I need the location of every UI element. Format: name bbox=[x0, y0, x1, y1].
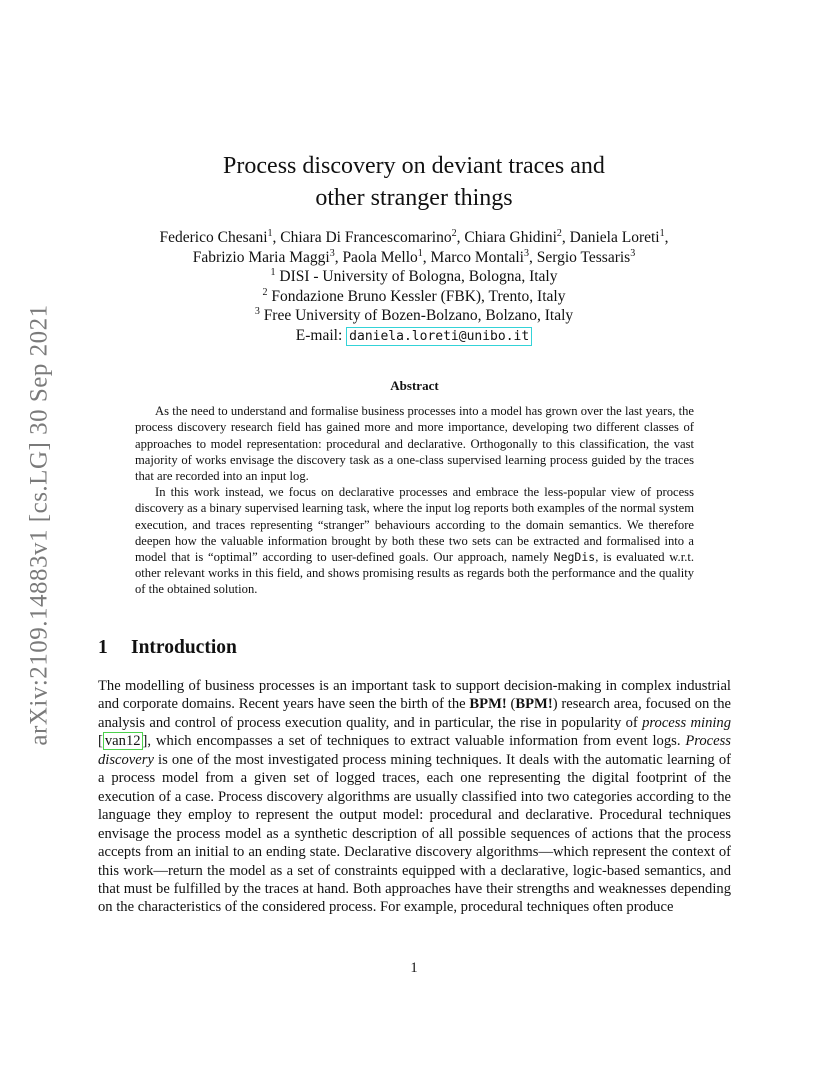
author-name: Marco Montali bbox=[430, 248, 524, 266]
intro-text: is one of the most investigated process mining techniques. It deals with the automatic learning of a process model from a given set of logged traces, each one representing the digital footprint of the execution of a case. Process discovery algorithms are usually classified into two categories according to the language they employ to represent the output model: procedural and declarative. Procedural techniques envisage the process model as a synthetic description of all possible sequences of actions that the process accepts from an initial to an ending state. Declarative discovery algorithms—which represent the context of this work—return the model as a set of constraints equipped with a declarative, logic-based semantics, and that must be fulfilled by the traces at hand. Both approaches have their strengths and weaknesses depending on the characteristics of the considered process. For example, procedural techniques often produce bbox=[98, 751, 731, 916]
citation-link[interactable]: van12 bbox=[104, 733, 141, 750]
intro-text: ( bbox=[506, 696, 516, 713]
affiliation-1 bbox=[0, 267, 828, 287]
section-heading bbox=[98, 637, 237, 659]
author-line-2: Fabrizio Maria Maggi$^3$, Paola Mello$^1$, Marco Montali$^3$, Sergio Tessaris$^3$ bbox=[192, 247, 636, 266]
author-name: Fabrizio Maria Maggi bbox=[192, 248, 330, 266]
author-name: Paola Mello bbox=[342, 248, 418, 266]
abstract-paragraph-1: As the need to understand and formalise business processes into a model has grown over the last years, the process discovery research field has gained more and more importance, developing two different classes of approaches to model representation: procedural and declarative. Orthogonally to this classification, the vast majority of works envisage the discovery task as a one-class supervised learning process guided by the traces that are recorded into an input log. bbox=[135, 404, 694, 484]
affiliation-mark: 3 bbox=[630, 247, 636, 259]
affiliation-mark: 1 bbox=[659, 227, 665, 239]
bold-term: BPM! bbox=[515, 696, 553, 713]
section-number: 1 bbox=[98, 637, 108, 658]
author-name: Federico Chesani bbox=[159, 229, 268, 246]
author-name: Chiara Di Francescomarino bbox=[280, 229, 452, 246]
intro-text: ) research area, focused on the analysis and control of process execution quality, and in particular, the rise in popularity of bbox=[98, 696, 731, 731]
affiliation-number: 1 bbox=[270, 266, 276, 278]
title-line-1: Process discovery on deviant traces and bbox=[223, 153, 605, 179]
intro-text: , which encompasses a set of techniques to extract valuable information from event logs. bbox=[147, 733, 686, 750]
affiliation-mark: 2 bbox=[556, 227, 562, 239]
affiliation-mark: 1 bbox=[267, 227, 273, 239]
affiliation-2 bbox=[0, 287, 828, 307]
affiliation-number: 2 bbox=[262, 286, 268, 298]
italic-term: process mining bbox=[642, 714, 732, 731]
affiliation-number: 3 bbox=[254, 305, 260, 317]
affiliation-mark: 2 bbox=[451, 227, 457, 239]
email-link[interactable]: daniela.loreti@unibo.it bbox=[346, 327, 532, 346]
paper-title bbox=[0, 150, 828, 214]
affiliation-mark: 3 bbox=[523, 247, 529, 259]
affiliation-text: Free University of Bozen-Bolzano, Bolzano, Italy bbox=[263, 307, 574, 324]
bold-term: BPM! bbox=[469, 696, 507, 713]
author-name: Sergio Tessaris bbox=[536, 248, 631, 266]
abstract-text: In this work instead, we focus on declarative processes and embrace the less-popular view of process discovery as a binary supervised learning task, where the input log reports both examples of the normal system execution, and traces representing “stranger” behaviours according to the domain semantics. We therefore deepen how the valuable information brought by both these two sets can be extracted and formalised into a model that is “optimal” according to user-defined goals. Our approach, namely bbox=[135, 485, 694, 565]
abstract-text: , is evaluated w.r.t. other relevant works in this field, and shows promising results as regards both the performance and the quality of the obtained solution. bbox=[135, 550, 694, 597]
email-line bbox=[0, 326, 828, 346]
email-label: E-mail: bbox=[295, 326, 343, 344]
author-block bbox=[0, 228, 828, 346]
intro-text: The modelling of business processes is an important task to support decision-making in complex industrial and corporate domains. Recent years have seen the birth of the bbox=[98, 678, 731, 713]
introduction-paragraph: The modelling of business processes is an important task to support decision-making in complex industrial and corporate domains. Recent years have seen the birth of the BPM! (BPM!) research area, focused on the analysis and control of process execution quality, and in particular, the rise in popularity of process mining [ van12 ], which encompasses a set of techniques to extract valuable information from event logs. Process discovery is one of the most investigated process mining techniques. It deals with the automatic learning of a process model from a given set of logged traces, each one representing the digital footprint of the execution of a case. Process discovery algorithms are usually classified into two categories according to the language they employ to represent the output model: procedural and declarative. Procedural techniques envisage the process model as a synthetic description of all possible sequences of actions that the process accepts from an initial to an ending state. Declarative discovery algorithms—which represent the context of this work—return the model as a set of constraints equipped with a declarative, logic-based semantics, and that must be fulfilled by the traces at hand. Both approaches have their strengths and weaknesses depending on the characteristics of the considered process. For example, procedural techniques often produce bbox=[98, 678, 732, 916]
title-line-2: other stranger things bbox=[315, 185, 513, 211]
affiliation-text: Fondazione Bruno Kessler (FBK), Trento, Italy bbox=[271, 287, 566, 305]
section-title-text: Introduction bbox=[131, 637, 237, 658]
author-name: Chiara Ghidini bbox=[464, 229, 557, 246]
italic-term: Process discovery bbox=[98, 733, 731, 768]
arxiv-identifier-text: arXiv:2109.14883v1 [cs.LG] 30 Sep 2021 bbox=[26, 304, 54, 746]
affiliation-mark: 1 bbox=[417, 247, 423, 259]
affiliation-text: DISI - University of Bologna, Bologna, Italy bbox=[279, 268, 558, 285]
arxiv-identifier bbox=[22, 290, 58, 760]
affiliation-3 bbox=[0, 306, 828, 326]
page-number: 1 bbox=[410, 960, 418, 976]
author-name: Daniela Loreti bbox=[569, 229, 660, 246]
abstract bbox=[135, 378, 694, 598]
affiliation-mark: 3 bbox=[329, 247, 335, 259]
abstract-paragraph-2 bbox=[135, 484, 694, 597]
negdis-code: NegDis bbox=[553, 550, 596, 565]
abstract-heading: Abstract bbox=[390, 378, 439, 393]
author-line-1: Federico Chesani$^1$, Chiara Di Francescomarino$^2$, Chiara Ghidini$^2$, Daniela Loreti$^1$, bbox=[159, 227, 669, 246]
